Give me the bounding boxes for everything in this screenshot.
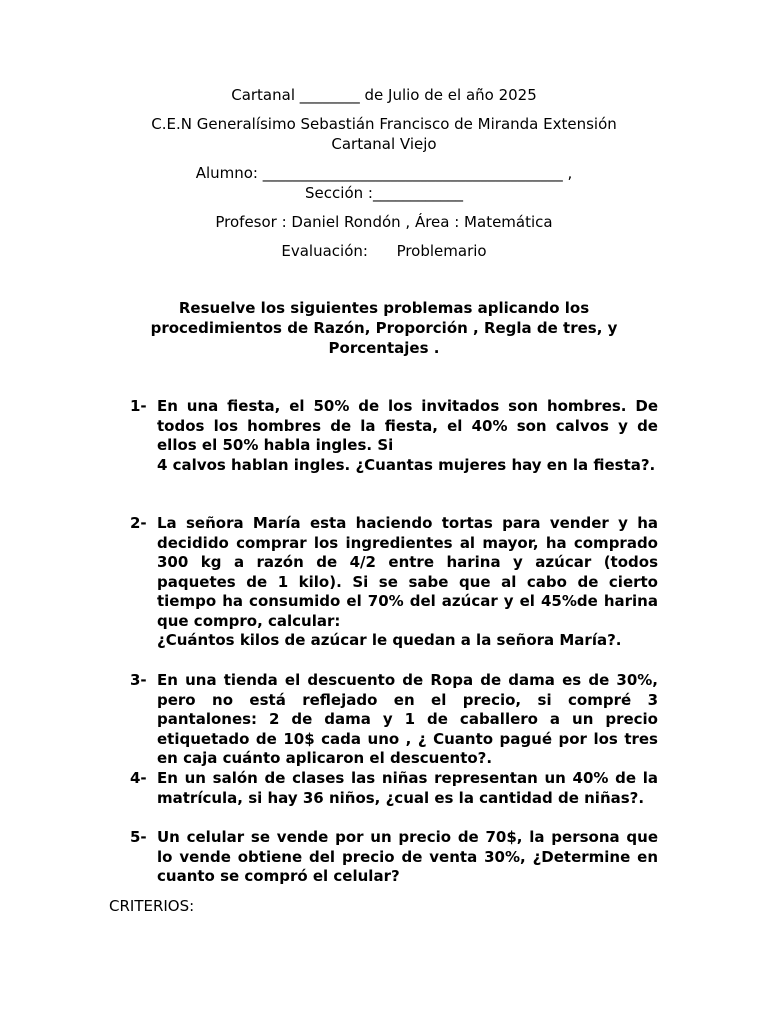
problem-2 xyxy=(130,514,658,651)
instructions-line1: Resuelve los siguientes problemas aplicando los xyxy=(178,299,590,317)
problem-number: 3- xyxy=(130,671,147,689)
instructions-line2: procedimientos de Razón, Proporción , Regla de tres, y xyxy=(150,319,618,337)
problem-number: 4- xyxy=(130,769,147,787)
problem-number: 5- xyxy=(130,828,147,846)
problem-text: En un salón de clases las niñas representan un 40% de la matrícula, si hay 36 niños, ¿cual es la cantidad de niñas?. xyxy=(157,769,658,807)
student-line: Alumno: ________________________________________ , xyxy=(195,164,573,182)
problem-number: 2- xyxy=(130,514,147,532)
school-name-line1: C.E.N Generalísimo Sebastián Francisco de Miranda Extensión xyxy=(151,115,617,133)
problem-1 xyxy=(130,397,658,475)
instructions xyxy=(130,298,638,358)
problem-4 xyxy=(130,769,658,808)
problem-text-continued: 4 calvos hablan ingles. ¿Cuantas mujeres hay en la fiesta?. xyxy=(157,455,656,474)
date-line: Cartanal ________ de Julio de el año 2025 xyxy=(231,86,537,104)
criterios-label: CRITERIOS: xyxy=(109,897,195,915)
problem-5 xyxy=(130,828,658,887)
problem-text: La señora María esta haciendo tortas para vender y ha decidido comprar los ingredientes al mayor, ha comprado 300 kg a razón de 4/2 entre harina y azúcar (todos paquetes de 1 kilo). Si se sabe que al cabo de cierto tiempo ha consumido el 70% del azúcar y el 45%de harina que compro, calcular: xyxy=(157,514,658,630)
school-name-line2: Cartanal Viejo xyxy=(331,135,437,153)
problem-3 xyxy=(130,671,658,769)
problem-text: Un celular se vende por un precio de 70$, la persona que lo vende obtiene del precio de venta 30%, ¿Determine en cuanto se compró el celular? xyxy=(157,828,658,885)
problem-text: En una fiesta, el 50% de los invitados son hombres. De todos los hombres de la fiesta, el 40% son calvos y de ellos el 50% habla ingles. Si xyxy=(157,397,658,454)
instructions-line3: Porcentajes . xyxy=(328,339,440,357)
teacher-line: Profesor : Daniel Rondón , Área : Matemática xyxy=(215,213,553,231)
section-line: Sección :____________ xyxy=(305,184,463,202)
problem-question: ¿Cuántos kilos de azúcar le quedan a la señora María?. xyxy=(157,631,622,649)
problem-text: En una tienda el descuento de Ropa de dama es de 30%, pero no está reflejado en el precio, si compré 3 pantalones: 2 de dama y 1 de caballero a un precio etiquetado de 10$ cada uno , ¿ Cuanto pagué por los tres en caja cuánto aplicaron el descuento?. xyxy=(157,671,658,767)
problem-number: 1- xyxy=(130,397,147,415)
evaluation-line: Evaluación: Problemario xyxy=(281,242,487,260)
